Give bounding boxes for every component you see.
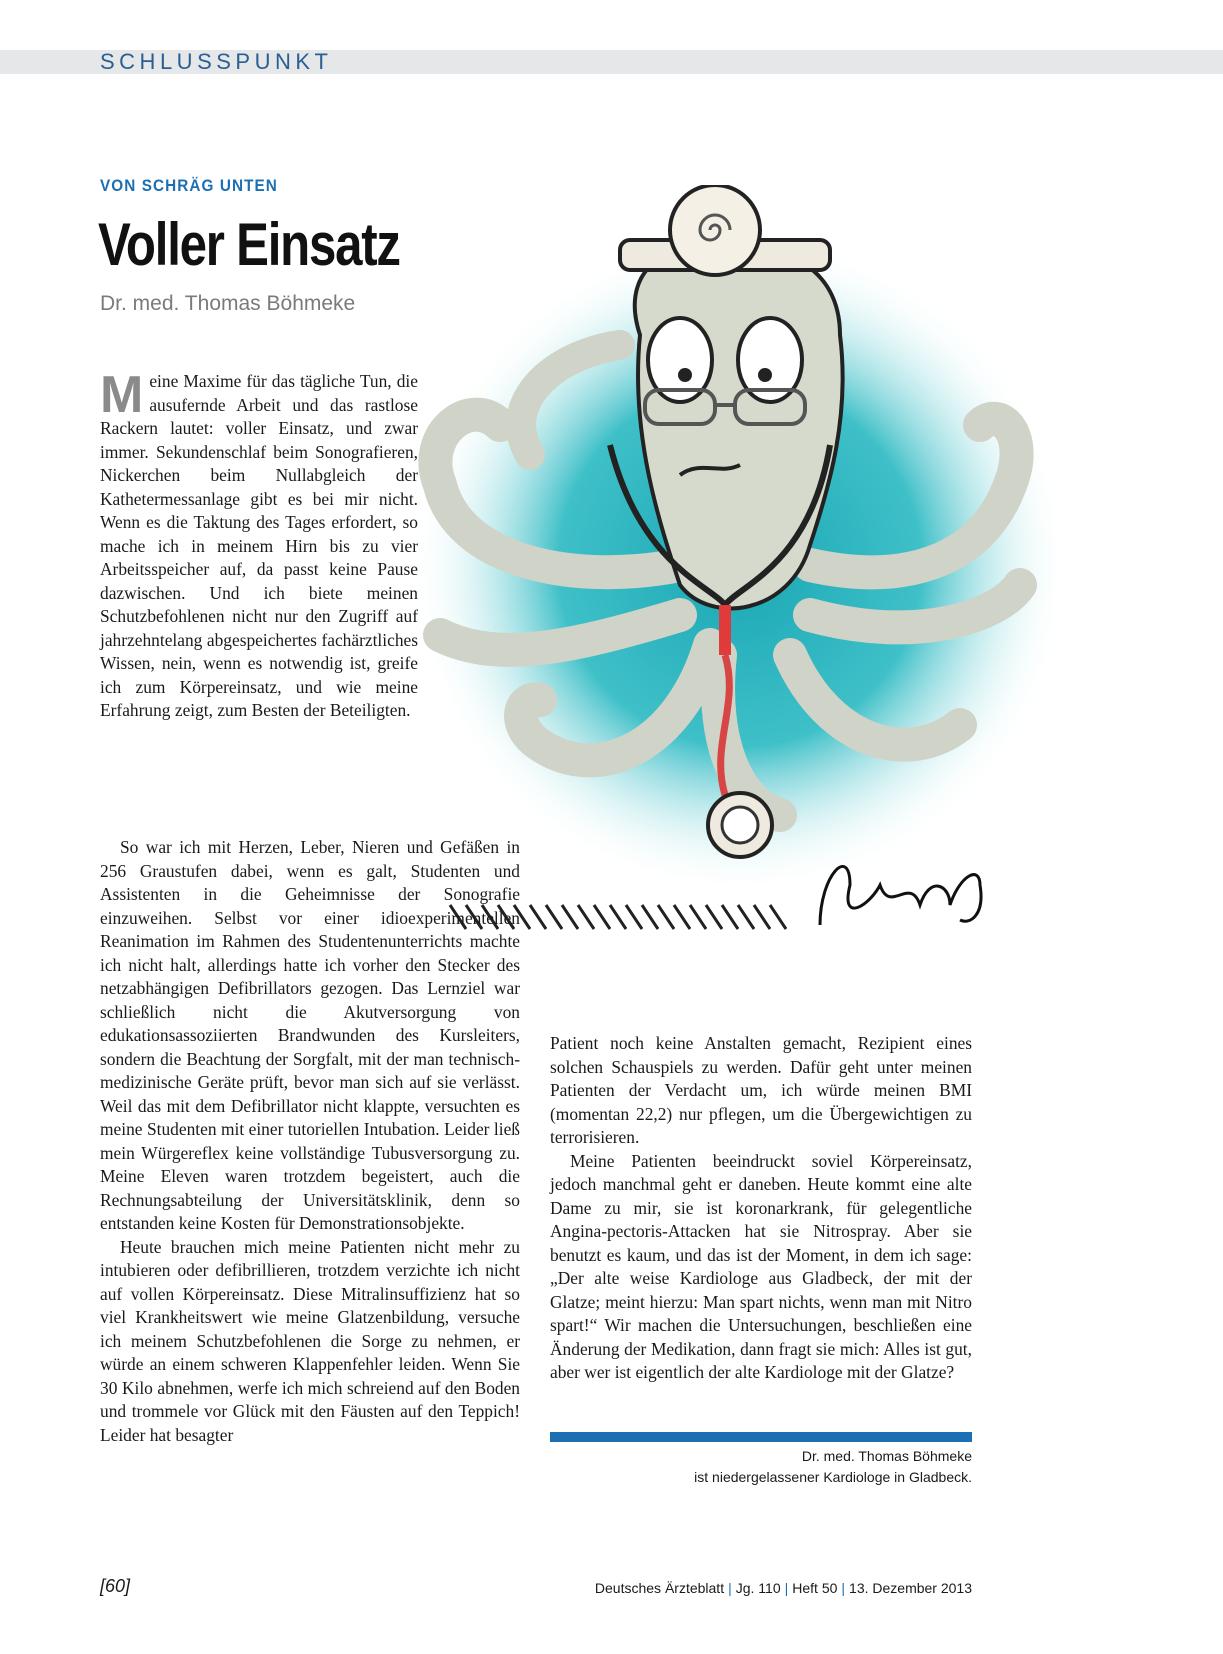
article-body-col2 — [550, 1032, 972, 1385]
paragraph-4: Patient noch keine Anstalten gemacht, Rezipient eines solchen Schauspiels zu werden. Dafür geht unter meinen Patienten der Verdacht um, ich würde meinen BMI (momentan 22,2) nur pflegen, um die Übergewichtigen zu terrorisieren. — [550, 1033, 972, 1147]
head-mirror-icon — [670, 185, 760, 275]
paragraph-3: Heute brauchen mich meine Patienten nicht mehr zu intubieren oder defibrillieren, trotzdem verzichte ich nicht auf vollen Körpereinsatz. Diese Mitralinsuffizienz hat so viel Krankheitswert wie meine Glatzenbildung, versuche ich meinem Schutzbefohlenen die Sorge zu nehmen, er würde an einem schweren Klappenfehler leiden. Wenn Sie 30 Kilo abnehmen, werfe ich mich schreiend auf den Boden und trommele vor Glück mit den Fäusten auf den Teppich! Leider hat besagter — [100, 1236, 520, 1445]
bio-rule — [550, 1432, 972, 1442]
bio-role: ist niedergelassener Kardiologe in Gladbeck. — [694, 1469, 972, 1485]
section-label: SCHLUSSPUNKT — [100, 49, 333, 74]
dropcap: M — [100, 366, 144, 424]
footer-issue: Heft 50 — [792, 1580, 838, 1596]
bio-name: Dr. med. Thomas Böhmeke — [801, 1448, 972, 1464]
footer-date: 13. Dezember 2013 — [849, 1580, 972, 1596]
page-number: [60] — [100, 1576, 131, 1596]
article-body-col1-bottom — [100, 836, 520, 1447]
paragraph-2: So war ich mit Herzen, Leber, Nieren und Gefäßen in 256 Graustufen dabei, wenn es galt, Studenten und Assistenten in die Geheimnisse der Sonografie einzuweihen. Selbst vor einer idioexperimentellen Reanimation im Rahmen des Studentenunterrichts machte ich nicht halt, allerdings hatte ich vorher den Stecker des netzabhängigen Defibrillators gezogen. Das Lernziel war schließlich nicht die Akutversorgung von edukationsassoziierten Brandwunden des Kursleiters, sondern die Beachtung der Sorgfalt, mit der man technisch-medizinische Geräte prüft, bevor man sich auf sie verlässt. Weil das mit dem Defibrillator nicht klappte, versuchten es meine Studenten mit einer tutoriellen Intubation. Leider ließ mein Würgereflex keine vollständige Tubusversorgung zu. Meine Eleven waren trotzdem begeistert, auch die Rechnungsabteilung der Universitätsklinik, denn so entstanden keine Kosten für Demonstrationsobjekte. — [100, 837, 520, 1233]
footer-volume: Jg. 110 — [735, 1580, 781, 1596]
article-byline: Dr. med. Thomas Böhmeke — [100, 292, 356, 315]
footer-journal: Deutsches Ärzteblatt — [594, 1580, 725, 1596]
footer-citation: Deutsches Ärzteblatt | Jg. 110 | Heft 50 | 13. Dezember 2013 — [594, 1580, 972, 1596]
article-body-col1-top — [100, 366, 418, 723]
article-title: Voller Einsatz — [98, 211, 400, 278]
author-bio — [550, 1446, 972, 1488]
paragraph-5: Meine Patienten beeindruckt soviel Körpereinsatz, jedoch manchmal geht er daneben. Heute kommt eine alte Dame zu mir, sie ist koronarkrank, für gelegentliche Angina-pectoris-Attacken hat sie Nitrospray. Aber sie benutzt es kaum, und das ist der Moment, in dem ich sage: „Der alte weise Kardiologe aus Gladbeck, der mit der Glatze; meint hierzu: Man spart nichts, wenn man mit Nitro spart!“ Wir machen die Untersuchungen, beschließen eine Änderung der Medikation, dann fragt sie mich: Alles ist gut, aber wer ist eigentlich der alte Kardiologe mit der Glatze? — [550, 1150, 972, 1382]
article-kicker: VON SCHRÄG UNTEN — [100, 176, 278, 195]
paragraph-1: eine Maxime für das tägliche Tun, die ausufernde Arbeit und das rastlose Rackern lautet: voller Einsatz, und zwar immer. Sekundenschlaf beim Sonografieren, Nickerchen beim Nullabgleich der Kathetermessanlage gibt es bei mir nicht. Wenn es die Taktung des Tages erfordert, so mache ich in meinem Hirn bis zu vier Arbeitsspeicher auf, da passt keine Pause dazwischen. Und ich biete meinen Schutzbefohlenen nicht nur den Zugriff auf jahrzehntelang abgespeichertes fachärztliches Wissen, nein, wenn es notwendig ist, greife ich zum Körpereinsatz, und wie meine Erfahrung zeigt, zum Besten der Beteiligten. — [100, 371, 418, 720]
